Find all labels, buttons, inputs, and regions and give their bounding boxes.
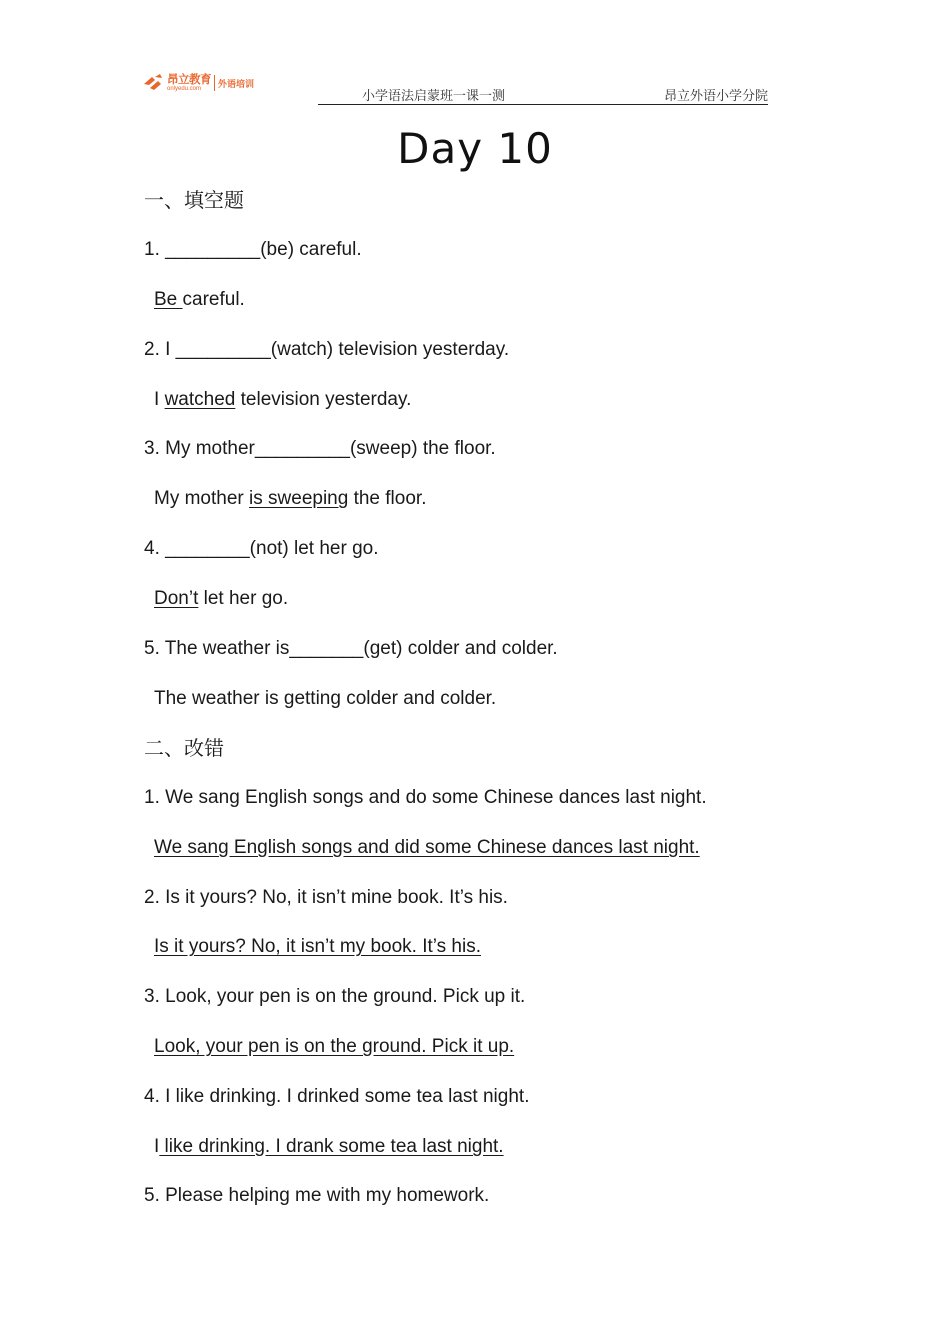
question-5: 5. The weather is_______(get) colder and colder.	[144, 638, 558, 659]
error-question-2: 2. Is it yours? No, it isn’t mine book. It’s his.	[144, 887, 508, 908]
error-answer-2: Is it yours? No, it isn’t my book. It’s his.	[154, 936, 481, 957]
section-heading-fill-blank: 一、填空题	[144, 188, 244, 212]
logo-subtitle: 外语培训	[218, 79, 255, 90]
error-answer-3: Look, your pen is on the ground. Pick it up.	[154, 1036, 515, 1057]
logo-name: 昂立教育	[167, 71, 211, 86]
answer-2: I watched television yesterday.	[154, 389, 412, 410]
logo-divider	[214, 75, 215, 91]
error-question-1: 1. We sang English songs and do some Chinese dances last night.	[144, 787, 707, 808]
answer-3: My mother is sweeping the floor.	[154, 488, 427, 509]
school-name: 昂立外语小学分院	[663, 89, 768, 104]
error-question-3: 3. Look, your pen is on the ground. Pick up it.	[144, 986, 526, 1007]
error-answer-1: We sang English songs and did some Chinese dances last night.	[154, 837, 700, 858]
error-question-5: 5. Please helping me with my homework.	[144, 1185, 490, 1206]
course-name: 小学语法启蒙班一课一测	[362, 89, 506, 104]
error-answer-4: I like drinking. I drank some tea last night.	[154, 1136, 504, 1157]
answer-1: Be careful.	[154, 289, 245, 310]
page-header	[318, 87, 768, 105]
question-1: 1. _________(be) careful.	[144, 239, 362, 260]
question-2: 2. I _________(watch) television yesterday.	[144, 339, 510, 360]
page-title: Day 10	[397, 124, 553, 173]
answer-5: The weather is getting colder and colder.	[154, 688, 497, 709]
brand-logo	[142, 70, 267, 96]
error-question-4: 4. I like drinking. I drinked some tea last night.	[144, 1086, 530, 1107]
logo-icon	[142, 72, 164, 94]
logo-url: onlyedu.com	[167, 86, 202, 93]
question-3: 3. My mother_________(sweep) the floor.	[144, 438, 496, 459]
section-heading-correct-errors: 二、改错	[144, 736, 224, 760]
answer-4: Don’t let her go.	[154, 588, 289, 609]
question-4: 4. ________(not) let her go.	[144, 538, 379, 559]
